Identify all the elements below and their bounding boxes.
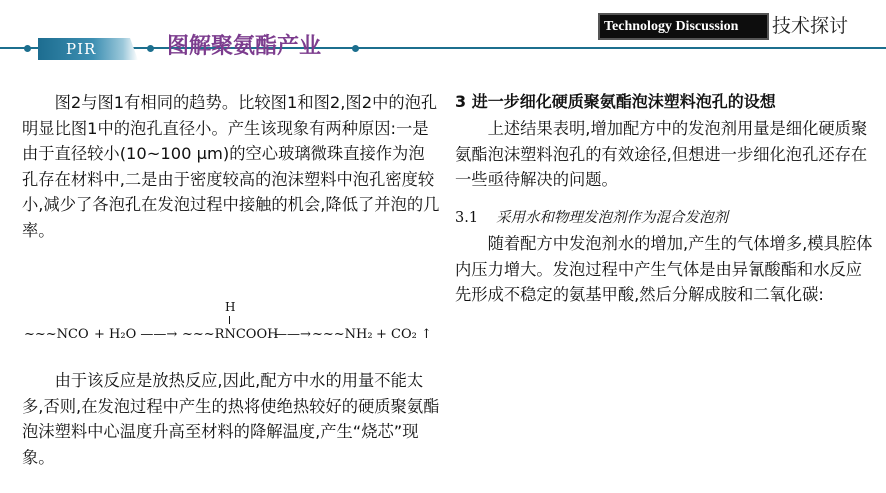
eq-hydrogen: H <box>225 300 236 314</box>
section-title: 图解聚氨酯产业 <box>167 34 322 59</box>
eq-term-carbamic: ~~~RNCOOH <box>182 327 279 342</box>
eq-term-nco: ~~~NCO <box>24 327 89 342</box>
eq-arrow: ——→ <box>274 327 311 342</box>
eq-term-amine: ~~~NH₂ <box>312 327 373 342</box>
right-paragraph-1: 上述结果表明,增加配方中的发泡剂用量是细化硬质聚氨酯泡沫塑料泡孔的有效途径,但想进一步细化泡孔还存在一些亟待解决的问题。 <box>455 119 868 189</box>
right-paragraph-2: 随着配方中发泡剂水的增加,产生的气体增多,模具腔体内压力增大。发泡过程中产生气体是由异氰酸酯和水反应先形成不稳定的氨基甲酸,然后分解成胺和二氧化碳: <box>455 234 873 304</box>
column-label-cn: 技术探讨 <box>772 15 849 37</box>
pir-badge-label: PIR <box>66 40 97 58</box>
header-rule-dot-right <box>352 45 359 52</box>
reaction-equation <box>22 297 442 352</box>
heading-3-1-text: 采用水和物理发泡剂作为混合发泡剂 <box>496 210 729 226</box>
eq-term-co2: + CO₂ ↑ <box>376 327 432 342</box>
eq-bond <box>229 316 230 324</box>
eq-term-water: + H₂O ——→ <box>94 327 178 342</box>
column-label: Technology Discussion <box>604 19 739 34</box>
header-rule-dot-mid <box>147 45 154 52</box>
left-paragraph-2: 由于该反应是放热反应,因此,配方中水的用量不能太多,否则,在发泡过程中产生的热将使绝热较好的硬质聚氨酯泡沫塑料中心温度升高至材料的降解温度,产生“烧芯”现象。 <box>22 371 440 467</box>
heading-3-1-number: 3.1 <box>455 210 479 226</box>
section-heading-3: 3 进一步细化硬质聚氨酯泡沫塑料泡孔的设想 <box>455 92 776 111</box>
left-paragraph-1: 图2与图1有相同的趋势。比较图1和图2,图2中的泡孔明显比图1中的泡孔直径小。产生该现象有两种原因:一是由于直径较小(10~100 μm)的空心玻璃微珠直接作为泡孔存在材料中,二是由于密度较高的泡沫塑料中泡孔密度较小,减少了各泡孔在发泡过程中接触的机会,降低了并泡的几率。 <box>22 93 440 240</box>
header-rule-dot-left <box>24 45 31 52</box>
section-heading-3-1 <box>455 207 728 229</box>
